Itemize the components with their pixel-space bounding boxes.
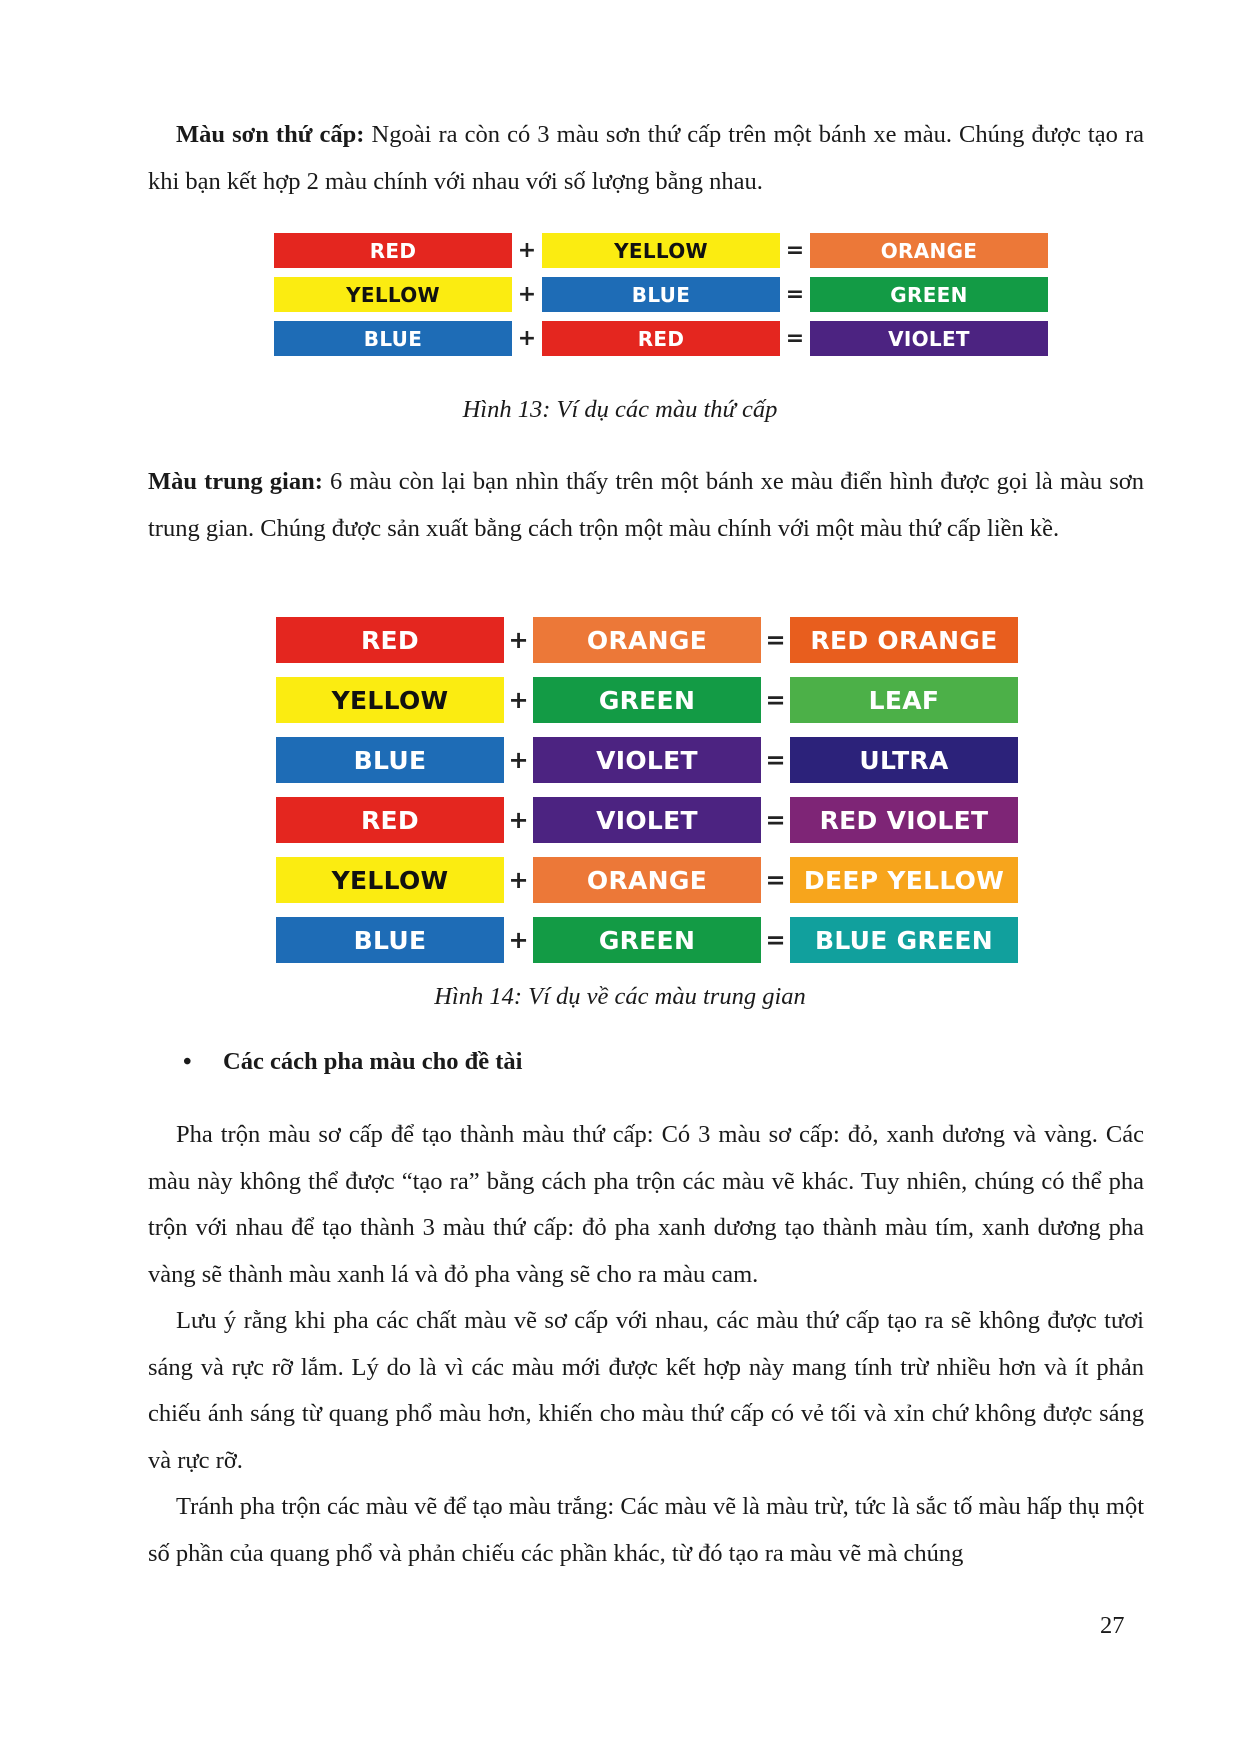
plus-sign: + [517,238,537,263]
color-swatch-input-1: BLUE [276,917,504,963]
color-row [276,797,1018,843]
figure-13-caption: Hình 13: Ví dụ các màu thứ cấp [462,396,778,423]
equals-sign: = [765,866,786,894]
body-paragraph-2: Lưu ý rằng khi pha các chất màu vẽ sơ cấp với nhau, các màu thứ cấp tạo ra sẽ không được tươi sáng và rực rỡ lắm. Lý do là vì các màu mới được kết hợp này mang tính trừ nhiều hơn và ít phản chiếu ánh sáng từ quang phổ màu hơn, khiến cho màu thứ cấp có vẻ tối và xỉn chứ không được sáng và rực rỡ. [148,1307,1144,1474]
tertiary-text: 6 màu còn lại bạn nhìn thấy trên một bánh xe màu điển hình được gọi là màu sơn trung gian. Chúng được sản xuất bằng cách trộn một màu chính với một màu thứ cấp liền kề. [148,468,1144,542]
color-swatch-input-1: YELLOW [276,677,504,723]
equals-sign: = [785,282,805,307]
equals-sign: = [765,626,786,654]
color-swatch-input-2: BLUE [542,277,780,312]
color-swatch-result: VIOLET [810,321,1048,356]
page-number: 27 [1100,1612,1125,1639]
color-swatch-result: ORANGE [810,233,1048,268]
color-swatch-input-1: YELLOW [276,857,504,903]
color-swatch-input-1: RED [276,797,504,843]
bullet-dot-icon: • [183,1048,192,1075]
color-row [274,321,1048,356]
equals-sign: = [765,746,786,774]
color-swatch-input-1: BLUE [274,321,512,356]
color-row [274,233,1048,268]
body-paragraph-1: Pha trộn màu sơ cấp để tạo thành màu thứ cấp: Có 3 màu sơ cấp: đỏ, xanh dương và vàng. Các màu này không thể được “tạo ra” bằng cách pha trộn các màu vẽ khác. Tuy nhiên, chúng có thể pha trộn với nhau để tạo thành 3 màu thứ cấp: đỏ pha xanh dương tạo thành màu tím, xanh dương pha vàng sẽ thành màu xanh lá và đỏ pha vàng sẽ cho ra màu cam. [148,1121,1144,1288]
color-swatch-result: RED ORANGE [790,617,1018,663]
color-swatch-input-1: RED [276,617,504,663]
color-swatch-result: DEEP YELLOW [790,857,1018,903]
secondary-term: Màu sơn thứ cấp: [176,121,365,148]
equals-sign: = [765,806,786,834]
equals-sign: = [765,926,786,954]
plus-sign: + [508,626,529,654]
color-swatch-input-2: RED [542,321,780,356]
secondary-paragraph [148,112,1144,205]
color-swatch-input-2: ORANGE [533,857,761,903]
color-swatch-input-2: GREEN [533,677,761,723]
color-swatch-result: GREEN [810,277,1048,312]
plus-sign: + [508,746,529,774]
color-swatch-result: RED VIOLET [790,797,1018,843]
color-swatch-result: BLUE GREEN [790,917,1018,963]
body-paragraph-3: Tránh pha trộn các màu vẽ để tạo màu trắng: Các màu vẽ là màu trừ, tức là sắc tố màu hấp thụ một số phần của quang phổ và phản chiếu các phần khác, từ đó tạo ra màu vẽ mà chúng [148,1493,1144,1567]
color-swatch-input-2: VIOLET [533,797,761,843]
bullet-heading-text: Các cách pha màu cho đề tài [223,1048,523,1075]
color-swatch-input-2: ORANGE [533,617,761,663]
color-swatch-input-1: YELLOW [274,277,512,312]
color-swatch-result: ULTRA [790,737,1018,783]
color-row [276,617,1018,663]
color-swatch-input-2: VIOLET [533,737,761,783]
color-swatch-input-1: BLUE [276,737,504,783]
color-swatch-result: LEAF [790,677,1018,723]
tertiary-paragraph [148,459,1144,552]
equals-sign: = [785,326,805,351]
secondary-color-table [274,233,1048,365]
figure-14-caption: Hình 14: Ví dụ về các màu trung gian [434,983,806,1010]
plus-sign: + [508,926,529,954]
color-row [276,737,1018,783]
plus-sign: + [508,686,529,714]
color-row [276,677,1018,723]
equals-sign: = [765,686,786,714]
color-row [274,277,1048,312]
color-row [276,857,1018,903]
color-row [276,917,1018,963]
tertiary-color-table [276,617,1018,977]
plus-sign: + [508,866,529,894]
plus-sign: + [517,282,537,307]
color-swatch-input-2: GREEN [533,917,761,963]
plus-sign: + [508,806,529,834]
color-swatch-input-2: YELLOW [542,233,780,268]
plus-sign: + [517,326,537,351]
secondary-text: Ngoài ra còn có 3 màu sơn thứ cấp trên một bánh xe màu. Chúng được tạo ra khi bạn kết hợp 2 màu chính với nhau với số lượng bằng nhau. [148,121,1144,195]
color-swatch-input-1: RED [274,233,512,268]
equals-sign: = [785,238,805,263]
tertiary-term: Màu trung gian: [148,468,323,495]
